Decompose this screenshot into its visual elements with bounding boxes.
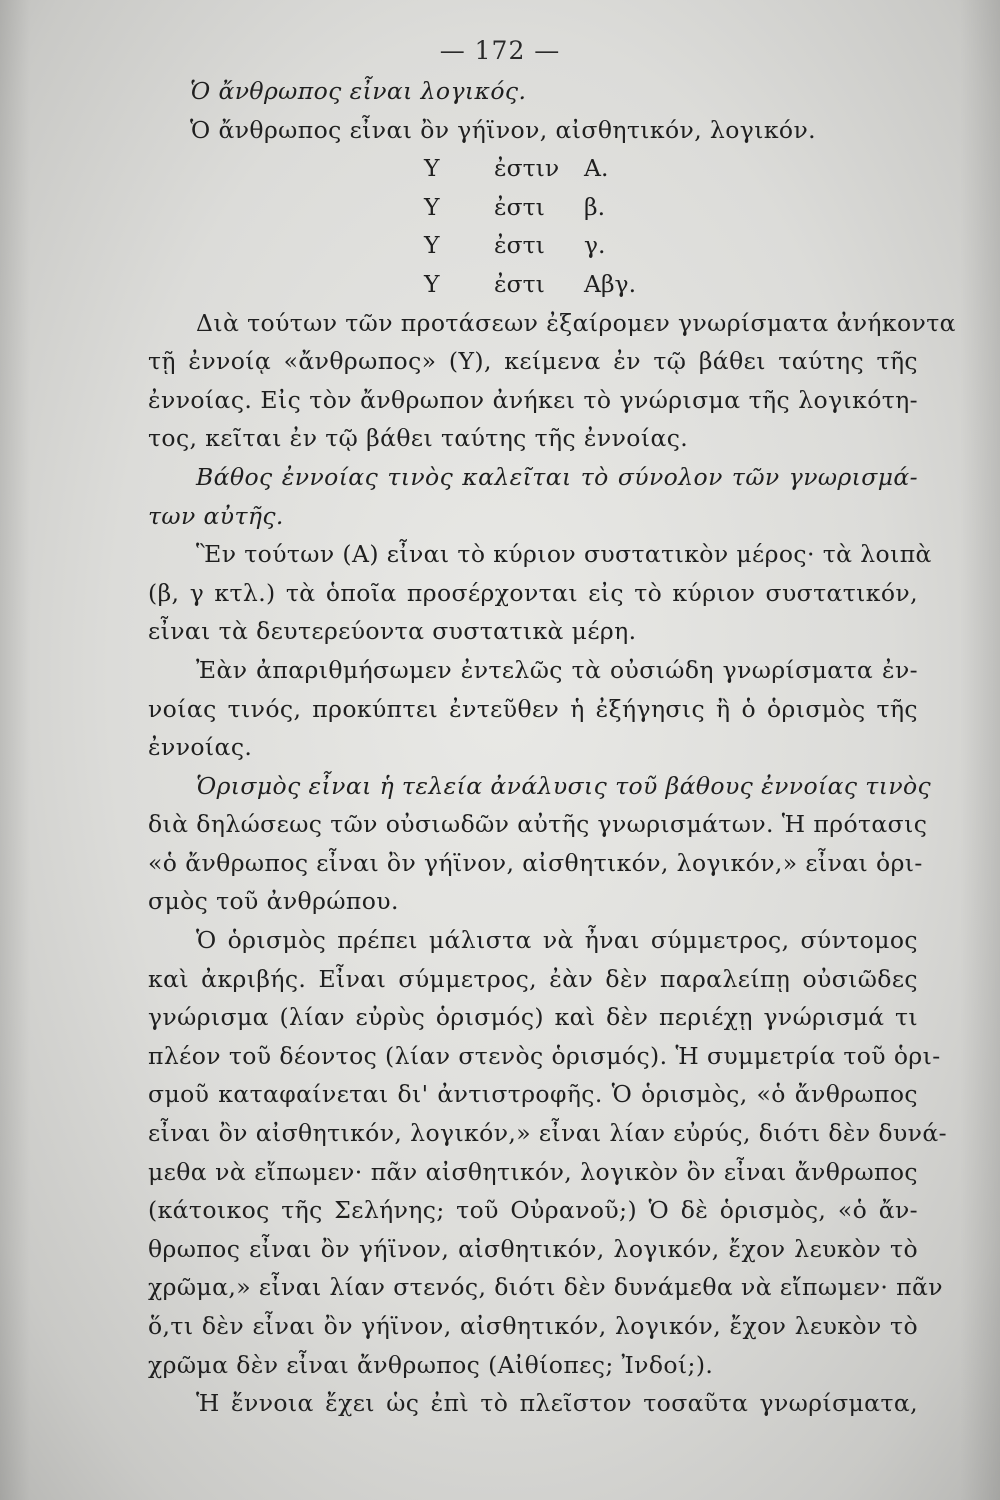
text-line: χρῶμα δὲν εἶναι ἄνθρωπος (Αἰθίοπες; Ἰνδοί;). bbox=[148, 1350, 714, 1379]
text-line: Διὰ τούτων τῶν προτάσεων ἐξαίρομεν γνωρίσματα ἀνήκοντα bbox=[196, 308, 956, 337]
text-line: εἶναι τὰ δευτερεύοντα συστατικὰ μέρη. bbox=[148, 617, 637, 646]
text-line: τος, κεῖται ἐν τῷ βάθει ταύτης τῆς ἐννοίας. bbox=[148, 424, 689, 453]
page-number: — 172 — bbox=[439, 36, 561, 65]
text-line: σμὸς τοῦ ἀνθρώπου. bbox=[148, 887, 399, 916]
text-line: χρῶμα,» εἶναι λίαν στενός, διότι δὲν δυνάμεθα νὰ εἴπωμεν· πᾶν bbox=[148, 1273, 943, 1302]
text-line: εἶναι ὂν αἰσθητικόν, λογικόν,» εἶναι λίαν εὐρύς, διότι δὲν δυνά- bbox=[148, 1119, 947, 1148]
schema-symbol: Υ bbox=[424, 269, 440, 298]
text-line: πλέον τοῦ δέοντος (λίαν στενὸς ὁρισμός). Ἡ συμμετρία τοῦ ὁρι- bbox=[148, 1041, 941, 1070]
text-line: μεθα νὰ εἴπωμεν· πᾶν αἰσθητικόν, λογικὸν ὂν εἶναι ἄνθρωπος bbox=[148, 1157, 918, 1186]
schema-row bbox=[148, 149, 918, 188]
text-line: Ἓν τούτων (Α) εἶναι τὸ κύριον συστατικὸν μέρος· τὰ λοιπὰ bbox=[196, 540, 932, 569]
definition-line: των αὐτῆς. bbox=[148, 501, 284, 530]
schema-value: β. bbox=[584, 192, 606, 221]
text-line: γνώρισμα (λίαν εὐρὺς ὁρισμός) καὶ δὲν περιέχῃ γνώρισμά τι bbox=[148, 1003, 918, 1032]
schema-verb: ἐστι bbox=[494, 231, 545, 260]
page-body bbox=[148, 72, 956, 1423]
text-line: ἐννοίας. Εἰς τὸν ἄνθρωπον ἀνήκει τὸ γνώρισμα τῆς λογικότη- bbox=[148, 385, 918, 414]
definition-line: Ὁρισμὸς εἶναι ἡ τελεία ἀνάλυσις τοῦ βάθους ἐννοίας τινὸς bbox=[196, 771, 932, 800]
text-line: θρωπος εἶναι ὂν γήϊνον, αἰσθητικόν, λογικόν, ἔχον λευκὸν τὸ bbox=[148, 1234, 918, 1263]
schema-value: Αβγ. bbox=[584, 269, 637, 298]
text-line: σμοῦ καταφαίνεται δι' ἀντιστροφῆς. Ὁ ὁρισμὸς, «ὁ ἄνθρωπος bbox=[148, 1080, 918, 1109]
text-line: Ἐὰν ἀπαριθμήσωμεν ἐντελῶς τὰ οὐσιώδη γνωρίσματα ἐν- bbox=[196, 655, 918, 684]
text-line: ὅ,τι δὲν εἶναι ὂν γήϊνον, αἰσθητικόν, λογικόν, ἔχον λευκὸν τὸ bbox=[148, 1312, 918, 1340]
text-line: τῇ ἐννοίᾳ «ἄνθρωπος» (Υ), κείμενα ἐν τῷ βάθει ταύτης τῆς bbox=[148, 347, 918, 376]
schema-symbol: Υ bbox=[424, 192, 440, 221]
schema-value: γ. bbox=[584, 231, 606, 260]
schema-row bbox=[148, 226, 918, 265]
text-line: ἐννοίας. bbox=[148, 733, 253, 762]
text-line: (κάτοικος τῆς Σελήνης; τοῦ Οὐρανοῦ;) Ὁ δὲ ὁρισμὸς, «ὁ ἄν- bbox=[148, 1196, 918, 1225]
schema-verb: ἐστι bbox=[494, 192, 545, 221]
schema-verb: ἐστιν bbox=[494, 154, 560, 183]
text-line: Ἡ ἔννοια ἔχει ὡς ἐπὶ τὸ πλεῖστον τοσαῦτα γνωρίσματα, bbox=[196, 1389, 918, 1418]
schema-value: Α. bbox=[584, 154, 609, 183]
page-edge-shadow bbox=[960, 0, 1000, 1500]
text-line: Ὁ ἄνθρωπος εἶναι λογικός. bbox=[190, 77, 527, 105]
text-line: νοίας τινός, προκύπτει ἐντεῦθεν ἡ ἐξήγησις ἢ ὁ ὁρισμὸς τῆς bbox=[148, 694, 918, 723]
page-gutter-shadow bbox=[0, 0, 30, 1500]
text-line: καὶ ἀκριβής. Εἶναι σύμμετρος, ἐὰν δὲν παραλείπῃ οὐσιῶδες bbox=[148, 964, 918, 993]
schema-row bbox=[148, 265, 918, 304]
schema-symbol: Υ bbox=[424, 154, 440, 183]
schema-symbol: Υ bbox=[424, 231, 440, 260]
text-line: «ὁ ἄνθρωπος εἶναι ὂν γήϊνον, αἰσθητικόν, λογικόν,» εἶναι ὁρι- bbox=[148, 848, 923, 877]
definition-line: Βάθος ἐννοίας τινὸς καλεῖται τὸ σύνολον τῶν γνωρισμά- bbox=[196, 462, 918, 491]
text-line: (β, γ κτλ.) τὰ ὁποῖα προσέρχονται εἰς τὸ κύριον συστατικόν, bbox=[148, 578, 918, 607]
text-line: Ὁ ὁρισμὸς πρέπει μάλιστα νὰ ἦναι σύμμετρος, σύντομος bbox=[196, 926, 918, 955]
schema-table bbox=[148, 149, 918, 303]
schema-row bbox=[148, 188, 918, 227]
text-line: διὰ δηλώσεως τῶν οὐσιωδῶν αὐτῆς γνωρισμάτων. Ἡ πρότασις bbox=[148, 810, 928, 839]
text-line: Ὁ ἄνθρωπος εἶναι ὂν γήϊνον, αἰσθητικόν, λογικόν. bbox=[190, 115, 817, 144]
schema-verb: ἐστι bbox=[494, 269, 545, 298]
